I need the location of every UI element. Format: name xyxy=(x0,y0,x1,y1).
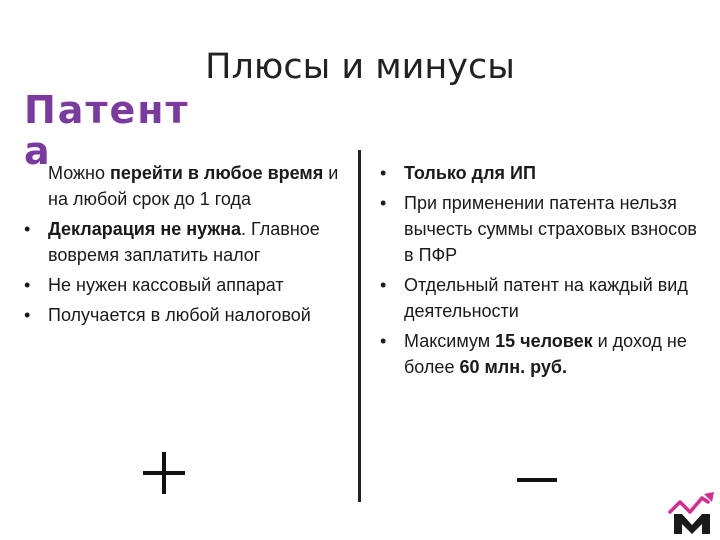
cons-column xyxy=(378,160,698,384)
bullet-icon: • xyxy=(24,219,31,239)
text: При применении патента нельзя вычесть суммы страховых взносов в ПФР xyxy=(404,193,697,265)
bullet-icon: • xyxy=(380,193,387,213)
pros-item xyxy=(22,302,350,328)
cons-item xyxy=(378,160,698,186)
bold-text: перейти в любое время xyxy=(110,163,324,183)
cons-item xyxy=(378,328,698,380)
text: и на любой срок до 1 года xyxy=(48,163,339,209)
pros-item xyxy=(22,216,350,268)
text: Отдельный патент на каждый вид деятельности xyxy=(404,275,688,321)
bullet-icon: • xyxy=(24,305,31,325)
subtitle-line-1: Патент xyxy=(24,88,190,132)
text: . Главное вовремя заплатить налог xyxy=(48,219,320,265)
text: и доход не более xyxy=(404,331,687,377)
cons-item xyxy=(378,190,698,268)
subtitle-line-2: а xyxy=(24,129,52,174)
bold-text: 15 человек xyxy=(495,331,593,351)
plus-icon xyxy=(143,452,185,494)
bold-text: 60 млн. руб. xyxy=(459,357,567,377)
pros-list xyxy=(22,160,350,328)
slide-title: Плюсы и минусы xyxy=(205,47,515,88)
text: Максимум xyxy=(404,331,496,351)
text: Можно xyxy=(48,163,110,183)
bullet-icon: • xyxy=(24,275,31,295)
brand-logo-icon xyxy=(668,490,716,536)
text: Получается в любой налоговой xyxy=(48,305,311,325)
pros-item xyxy=(22,160,350,212)
pros-item xyxy=(22,272,350,298)
minus-icon xyxy=(517,478,557,482)
text: Не нужен кассовый аппарат xyxy=(48,275,284,295)
bullet-icon: • xyxy=(380,275,387,295)
bold-text: Только для ИП xyxy=(404,163,536,183)
cons-list xyxy=(378,160,698,380)
cons-item xyxy=(378,272,698,324)
bullet-icon: • xyxy=(380,331,387,351)
bold-text: Декларация не нужна xyxy=(48,219,241,239)
column-divider xyxy=(358,150,361,502)
pros-column xyxy=(22,160,350,332)
bullet-icon: • xyxy=(380,163,387,183)
